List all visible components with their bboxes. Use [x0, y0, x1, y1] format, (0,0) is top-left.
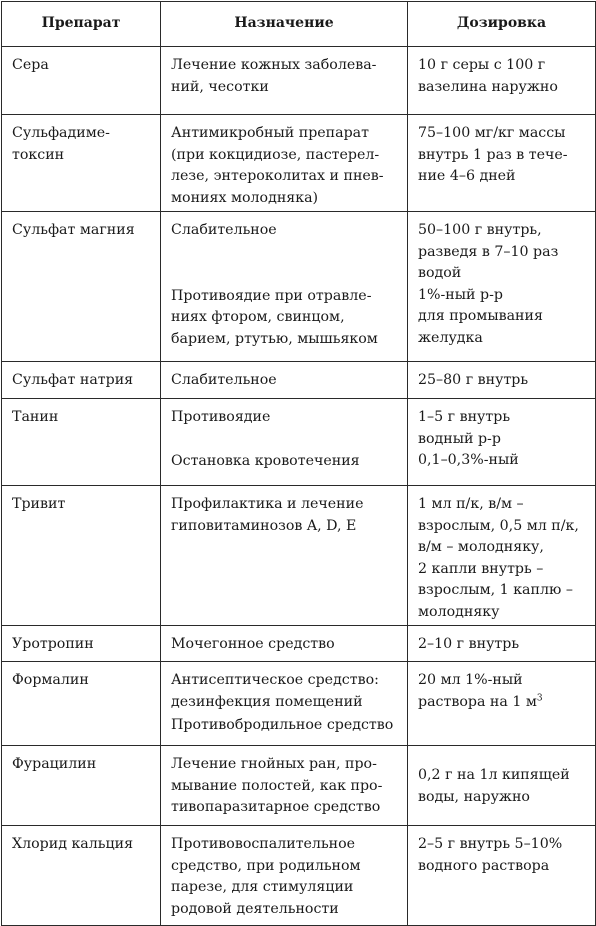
purpose-text: Противоядие: [171, 409, 271, 425]
purpose-cell: [161, 362, 408, 399]
dosage-text: взрослым, 1 каплю –: [418, 582, 573, 598]
purpose-text: ниях фтором, свинцом,: [171, 309, 345, 325]
purpose-text: (при кокцидиозе, пастерел-: [171, 146, 380, 163]
purpose-text: Слабительное: [171, 222, 277, 238]
drug-name: Сульфадиме-: [12, 125, 110, 141]
spacer: [418, 754, 591, 765]
dosage-text: взрослым, 0,5 мл п/к,: [418, 517, 579, 534]
purpose-text: Противоядие при отравле-: [171, 287, 372, 304]
table-row: [2, 826, 596, 926]
drug-name: Сульфат магния: [12, 222, 135, 238]
spacer: [171, 264, 403, 286]
purpose-text: барием, ртутью, мышьяком: [171, 330, 378, 347]
dosage-text: 1–5 г внутрь: [418, 409, 511, 425]
drug-name: Танин: [12, 409, 59, 425]
purpose-text: Профилактика и лечение: [171, 496, 364, 512]
dosage-text: 75–100 мг/кг массы: [418, 125, 566, 141]
drug-name: Хлорид кальция: [12, 836, 134, 852]
purpose-text: лезе, энтероколитах и пнев-: [171, 168, 384, 184]
dosage-text: водного раствора: [418, 857, 550, 874]
dosage-text: 2–10 г внутрь: [418, 636, 520, 652]
table-row: [2, 47, 596, 115]
purpose-text: родовой деятельности: [171, 900, 339, 917]
table-row: [2, 486, 596, 626]
drug-name: Тривит: [12, 496, 66, 512]
dosage-cell: [408, 662, 596, 746]
dosage-text: 0,1–0,3%-ный: [418, 452, 519, 468]
purpose-text: Антисептическое средство:: [171, 672, 379, 688]
purpose-cell: [161, 47, 408, 115]
dosage-text: 2–5 г внутрь 5–10%: [418, 836, 563, 852]
spacer: [171, 242, 403, 264]
purpose-text: Лечение кожных заболева-: [171, 57, 377, 73]
dosage-text: 2 капли внутрь –: [418, 560, 544, 577]
drug-name: токсин: [12, 146, 65, 163]
dosage-text: внутрь 1 раз в тече-: [418, 146, 568, 163]
purpose-cell: [161, 826, 408, 926]
purpose-text: Слабительное: [171, 372, 277, 388]
drug-cell: [2, 746, 161, 826]
spacer: [171, 429, 403, 451]
table-row: [2, 212, 596, 362]
drug-name: Сульфат натрия: [12, 372, 134, 388]
dosage-text: вазелина наружно: [418, 78, 558, 95]
purpose-text: ний, чесотки: [171, 78, 269, 95]
dosage-cell: [408, 115, 596, 212]
purpose-text: Антимикробный препарат: [171, 125, 369, 141]
purpose-cell: [161, 212, 408, 362]
superscript: 3: [536, 692, 543, 703]
drug-cell: [2, 486, 161, 626]
purpose-text: парезе, для стимуляции: [171, 879, 354, 895]
dosage-text: воды, наружно: [418, 788, 530, 805]
dosage-text: 50–100 г внутрь,: [418, 222, 542, 238]
table-row: [2, 626, 596, 662]
drug-cell: [2, 399, 161, 486]
dosage-text: 1 мл п/к, в/м –: [418, 496, 524, 512]
dosage-cell: [408, 362, 596, 399]
header-dosage: Дозировка: [408, 2, 596, 47]
purpose-text: Лечение гнойных ран, про-: [171, 756, 377, 772]
drug-cell: [2, 626, 161, 662]
purpose-text: Противобродильное средство: [171, 717, 394, 733]
dosage-cell: [408, 212, 596, 362]
dosage-text: разведя в 7–10 раз: [418, 243, 559, 260]
purpose-cell: [161, 746, 408, 826]
dosage-cell: [408, 486, 596, 626]
dosage-text: 10 г серы с 100 г: [418, 57, 546, 73]
header-purpose: Назначение: [161, 2, 408, 47]
dosage-cell: [408, 47, 596, 115]
purpose-text: дезинфекция помещений: [171, 693, 363, 710]
dosage-text-part: раствора на 1 м: [418, 693, 537, 710]
purpose-text: тивопаразитарное средство: [171, 799, 381, 815]
drug-cell: [2, 212, 161, 362]
drug-cell: [2, 47, 161, 115]
dosage-text: 20 мл 1%-ный: [418, 672, 523, 688]
purpose-text: гиповитаминозов A, D, E: [171, 517, 357, 534]
dosage-text: водный р-р: [418, 430, 501, 447]
dosage-cell: [408, 399, 596, 486]
purpose-text: Мочегонное средство: [171, 636, 335, 652]
purpose-cell: [161, 399, 408, 486]
dosage-text: ние 4–6 дней: [418, 168, 516, 184]
purpose-text: мывание полостей, как про-: [171, 777, 383, 794]
dosage-text: 0,2 г на 1л кипящей: [418, 767, 570, 783]
dosage-text: желудка: [418, 329, 483, 346]
table-row: [2, 362, 596, 399]
dosage-text: для промывания: [418, 308, 543, 324]
table-row: [2, 662, 596, 746]
drug-name: Сера: [12, 57, 49, 73]
dosage-text: 25–80 г внутрь: [418, 372, 529, 388]
drug-cell: [2, 115, 161, 212]
table-row: [2, 399, 596, 486]
drug-cell: [2, 662, 161, 746]
dosage-cell: [408, 826, 596, 926]
dosage-text: [418, 692, 591, 714]
dosage-text: молодняку: [418, 603, 500, 620]
purpose-cell: [161, 486, 408, 626]
drug-cell: [2, 826, 161, 926]
header-row: [2, 2, 596, 47]
drug-cell: [2, 362, 161, 399]
drug-name: Формалин: [12, 672, 89, 688]
purpose-cell: [161, 662, 408, 746]
dosage-text: в/м – молодняку,: [418, 539, 544, 555]
drug-table: [1, 1, 596, 926]
table-row: [2, 746, 596, 826]
purpose-text: средство, при родильном: [171, 857, 361, 874]
purpose-text: Остановка кровотечения: [171, 452, 360, 469]
dosage-cell: [408, 746, 596, 826]
header-drug: Препарат: [2, 2, 161, 47]
purpose-cell: [161, 626, 408, 662]
purpose-cell: [161, 115, 408, 212]
dosage-text: водой: [418, 265, 462, 281]
purpose-text: мониях молодняка): [171, 189, 319, 206]
drug-name: Фурацилин: [12, 756, 97, 772]
purpose-text: Противовоспалительное: [171, 836, 356, 852]
table-row: [2, 115, 596, 212]
dosage-text: 1%-ный р-р: [418, 286, 503, 303]
dosage-cell: [408, 626, 596, 662]
drug-name: Уротропин: [12, 636, 94, 652]
